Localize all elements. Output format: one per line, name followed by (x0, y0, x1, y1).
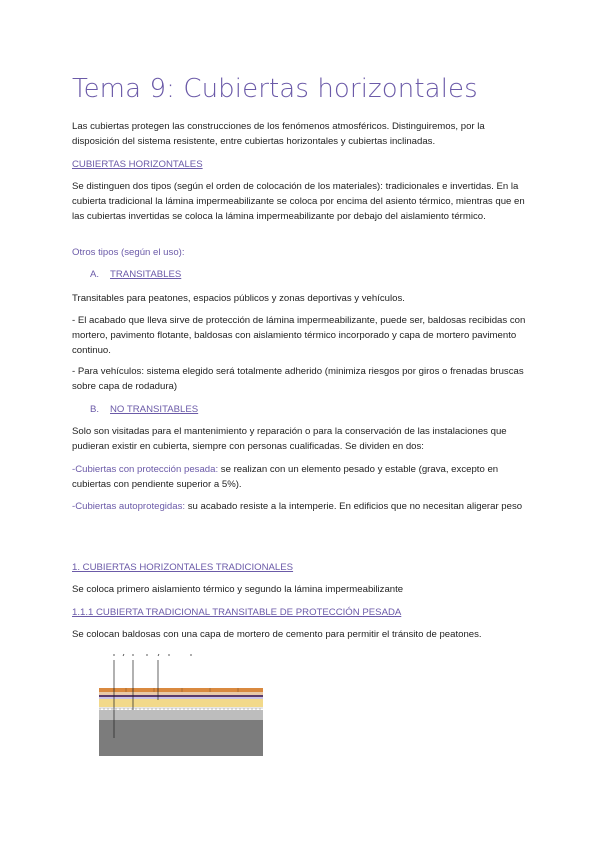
heading-1 (72, 560, 530, 575)
heading-111 (72, 605, 530, 620)
intro-paragraph: Las cubiertas protegen las construcciones de los fenómenos atmosféricos. Distinguiremos, por la disposición del sistema resistente, entre cubiertas horizontales y cubiertas inclinadas. (72, 121, 485, 147)
section-heading (72, 157, 530, 172)
other-types-subheading: Otros tipos (según el uso): (72, 247, 185, 258)
heading-1-link[interactable]: 1. CUBIERTAS HORIZONTALES TRADICIONALES (72, 562, 294, 573)
diagram-callout-ticks (114, 654, 191, 656)
section-paragraph: Se distinguen dos tipos (según el orden de colocación de los materiales): tradicionales e invertidas. En la cubierta tradicional la lámina impermeabilizante se coloca por encima del asiento térmico, mientras que en las cubiertas invertidas se coloca la lámina impermeabilizante por debajo del aislamiento térmico. (72, 181, 525, 222)
list-item-b (90, 402, 548, 417)
no-transitables-paragraph: Solo son visitadas para el mantenimiento y reparación o para la conservación de las instalaciones que pudieran existir en cubierta, siempre con personas cualificadas. Se dividen en dos: (72, 426, 507, 452)
proteccion-paragraph (72, 462, 530, 492)
section-heading-link[interactable]: CUBIERTAS HORIZONTALES (72, 159, 203, 170)
autoprotegidas-text: su acabado resiste a la intemperie. En edificios que no necesitan aligerar peso (185, 501, 523, 512)
diagram-insulation-layer (99, 699, 263, 707)
acabado-paragraph: - El acabado que lleva sirve de protección de lámina impermeabilizante, puede ser, baldosas recibidas con mortero, pavimento flotante, baldosas con aislamiento térmico incorporado y capa de mortero pavimento continuo. (72, 315, 526, 356)
text-1-paragraph: Se coloca primero aislamiento térmico y segundo la lámina impermeabilizante (72, 584, 404, 595)
autoprotegidas-paragraph (72, 499, 530, 514)
diagram-screed-layer (99, 710, 263, 720)
proteccion-text: se realizan con un elemento pesado y estable (grava, excepto en cubiertas con pendiente superior a 5%). (72, 464, 499, 490)
diagram-barrier-layer (99, 707, 263, 709)
transitables-paragraph: Transitables para peatones, espacios públicos y zonas deportivas y vehículos. (72, 293, 405, 304)
diagram-tile-layer (99, 688, 263, 692)
diagram-mortar-layer (99, 692, 263, 695)
diagram-separator-layer (99, 697, 263, 699)
autoprotegidas-label: -Cubiertas autoprotegidas: (72, 501, 186, 512)
list-item-a (90, 267, 548, 282)
roof-section-diagram (98, 650, 264, 758)
diagram-membrane-layer (99, 695, 263, 697)
text-111-paragraph: Se colocan baldosas con una capa de mortero de cemento para permitir el tránsito de peatones. (72, 629, 482, 640)
proteccion-label: -Cubiertas con protección pesada: (72, 464, 219, 475)
list-marker-a: A. (90, 269, 100, 280)
vehiculos-paragraph: - Para vehículos: sistema elegido será totalmente adherido (minimiza riesgos por giros o frenadas bruscas sobre capa de rodadura) (72, 366, 524, 392)
list-item-b-label[interactable]: NO TRANSITABLES (110, 404, 199, 415)
heading-111-link[interactable]: 1.1.1 CUBIERTA TRADICIONAL TRANSITABLE DE PROTECCIÓN PESADA (72, 607, 402, 618)
diagram-slab-layer (99, 720, 263, 756)
page-title: Tema 9: Cubiertas horizontales (72, 74, 478, 104)
list-item-a-label[interactable]: TRANSITABLES (110, 269, 182, 280)
list-marker-b: B. (90, 404, 100, 415)
